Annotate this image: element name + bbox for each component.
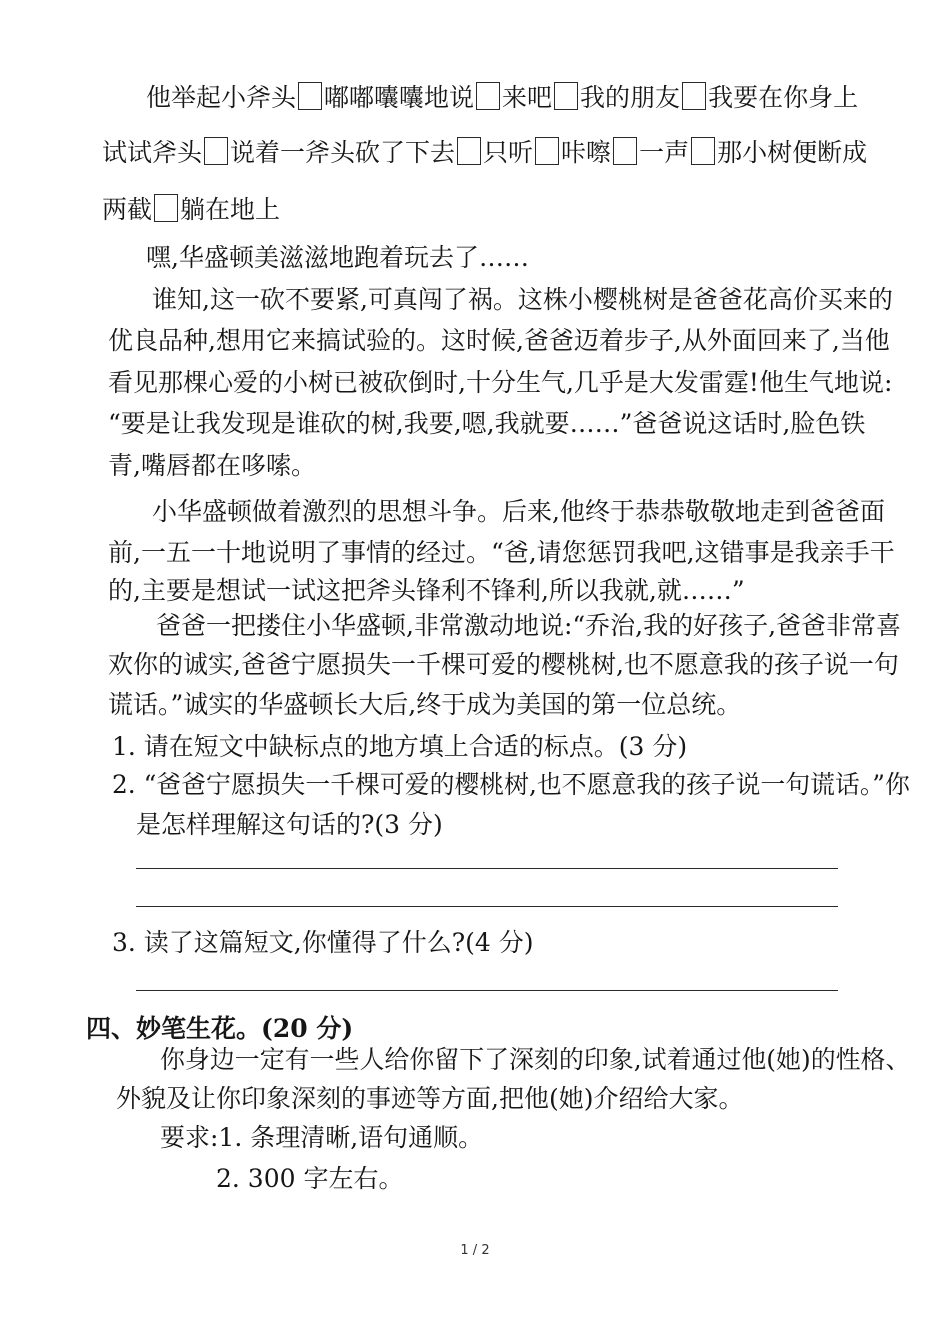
punctuation-blank[interactable]: [154, 194, 178, 222]
punct-segment: 我要在你身上: [708, 83, 859, 112]
requirement-1: 要求:1. 条理清晰,语句通顺。: [160, 1123, 484, 1152]
section-4-heading: 四、妙笔生花。(20 分): [86, 1014, 354, 1043]
punct-segment: 试试斧头: [102, 138, 203, 167]
paragraph-line: 优良品种,想用它来搞试验的。这时候,爸爸迈着步子,从外面回来了,当他: [108, 326, 890, 355]
paragraph-line: “要是让我发现是谁砍的树,我要,嗯,我就要……”爸爸说这话时,脸色铁: [108, 409, 866, 438]
punct-segment: 来吧: [502, 83, 553, 112]
paragraph-line: 谁知,这一砍不要紧,可真闯了祸。这株小樱桃树是爸爸花高价买来的: [152, 285, 893, 314]
punctuation-blank[interactable]: [298, 82, 322, 110]
answer-line[interactable]: [136, 906, 838, 907]
question-2: 2. “爸爸宁愿损失一千棵可爱的樱桃树,也不愿意我的孩子说一句谎话。”你: [112, 770, 910, 799]
question-2-cont: 是怎样理解这句话的?(3 分): [136, 810, 443, 839]
answer-line[interactable]: [136, 990, 838, 991]
punct-segment: 嘟嘟囔囔地说: [324, 83, 475, 112]
question-1: 1. 请在短文中缺标点的地方填上合适的标点。(3 分): [112, 732, 688, 761]
punctuation-blank[interactable]: [457, 137, 481, 165]
paragraph-line: 欢你的诚实,爸爸宁愿损失一千棵可爱的樱桃树,也不愿意我的孩子说一句: [108, 650, 899, 679]
punctuation-blank[interactable]: [554, 82, 578, 110]
writing-prompt: 外貌及让你印象深刻的事迹等方面,把他(她)介绍给大家。: [116, 1084, 744, 1113]
punctuation-blank[interactable]: [476, 82, 500, 110]
punct-line-1: [146, 81, 858, 115]
punctuation-blank[interactable]: [682, 82, 706, 110]
punct-segment: 只听: [483, 138, 534, 167]
punct-line-2: [102, 136, 867, 170]
punct-segment: 他举起小斧头: [146, 83, 297, 112]
punctuation-blank[interactable]: [204, 137, 228, 165]
paragraph-line: 的,主要是想试一试这把斧头锋利不锋利,所以我就,就……”: [108, 576, 745, 605]
question-3: 3. 读了这篇短文,你懂得了什么?(4 分): [112, 928, 534, 957]
requirement-2: 2. 300 字左右。: [216, 1164, 404, 1193]
paragraph-line: 爸爸一把搂住小华盛顿,非常激动地说:“乔治,我的好孩子,爸爸非常喜: [156, 611, 902, 640]
punctuation-blank[interactable]: [691, 137, 715, 165]
answer-line[interactable]: [136, 868, 838, 869]
paragraph-line: 谎话。”诚实的华盛顿长大后,终于成为美国的第一位总统。: [108, 690, 742, 719]
punct-segment: 说着一斧头砍了下去: [230, 138, 456, 167]
punct-segment: 咔嚓: [561, 138, 612, 167]
punct-segment: 我的朋友: [580, 83, 681, 112]
punct-line-3: [102, 193, 280, 227]
punct-segment: 两截: [102, 195, 153, 224]
page-number: 1 / 2: [460, 1243, 490, 1258]
writing-prompt: 你身边一定有一些人给你留下了深刻的印象,试着通过他(她)的性格、: [160, 1045, 911, 1074]
punct-segment: 一声: [639, 138, 690, 167]
punct-segment: 躺在地上: [180, 195, 281, 224]
paragraph-line: 前,一五一十地说明了事情的经过。“爸,请您惩罚我吧,这错事是我亲手干: [108, 538, 895, 567]
punct-segment: 那小树便断成: [717, 138, 868, 167]
punctuation-blank[interactable]: [613, 137, 637, 165]
paragraph-line: 青,嘴唇都在哆嗦。: [108, 451, 316, 480]
paragraph-line: 小华盛顿做着激烈的思想斗争。后来,他终于恭恭敬敬地走到爸爸面: [152, 497, 885, 526]
paragraph-line: 看见那棵心爱的小树已被砍倒时,十分生气,几乎是大发雷霆!他生气地说:: [108, 368, 893, 397]
punctuation-blank[interactable]: [535, 137, 559, 165]
paragraph-line: 嘿,华盛顿美滋滋地跑着玩去了……: [146, 243, 529, 272]
